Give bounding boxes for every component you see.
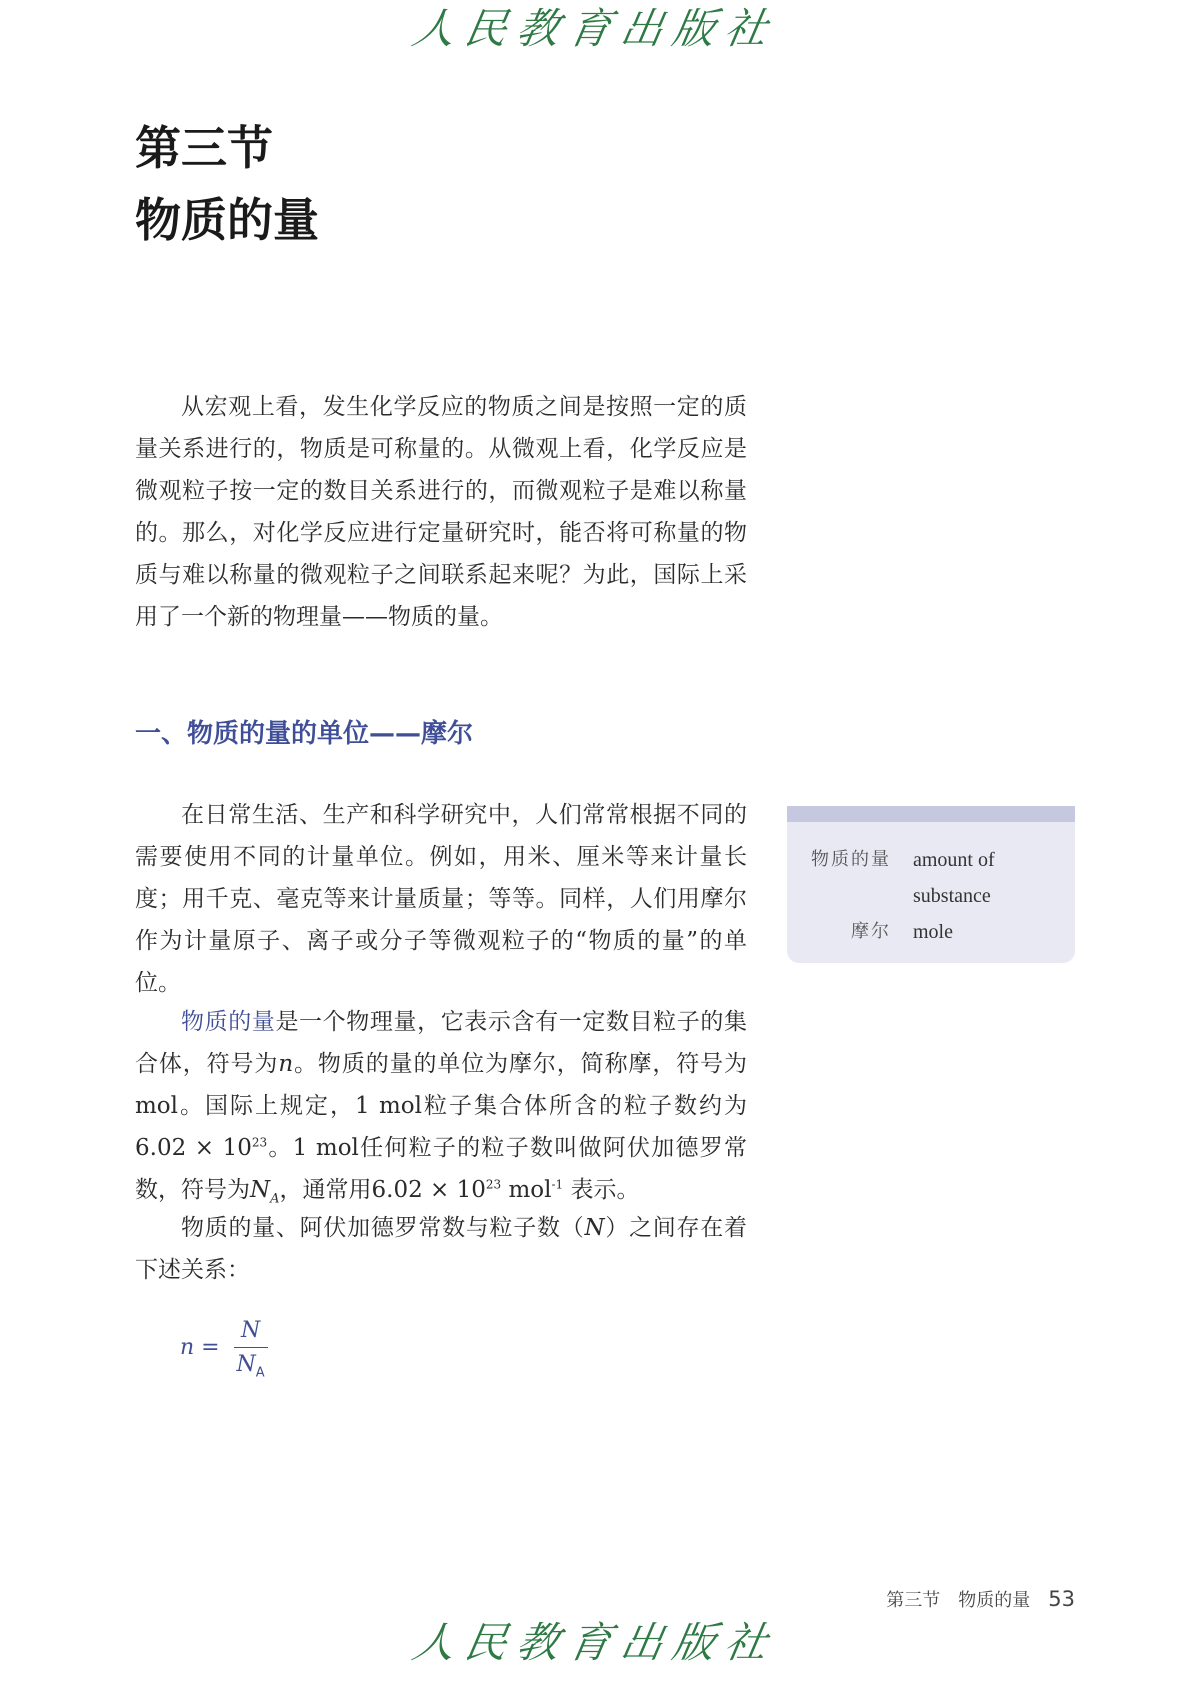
publisher-logo-top: 人民教育出版社 [408,4,782,53]
glossary-row [787,842,1075,878]
publisher-logo-bottom: 人民教育出版社 [408,1618,782,1667]
page-footer [886,1586,1075,1612]
glossary-header-band [787,806,1075,822]
glossary-sidebar [787,806,1075,963]
page-number: 53 [1048,1587,1075,1611]
formula-fraction [234,1318,268,1381]
glossary-term-zh [787,878,891,914]
chapter-number: 第三节 [135,121,273,175]
glossary-row [787,914,1075,950]
symbol-n: n [278,1051,294,1077]
term-amount-of-substance: 物质的量 [181,1009,276,1035]
intro-paragraph: 从宏观上看，发生化学反应的物质之间是按照一定的质量关系进行的，物质是可称量的。从微观上看，化学反应是微观粒子按一定的数目关系进行的，而微观粒子是难以称量的。那么，对化学反应进行定量研究时，能否将可称量的物质与难以称量的微观粒子之间联系起来呢？为此，国际上采用了一个新的物理量——物质的量。 [135,394,747,630]
formula-lhs: n = [180,1335,220,1360]
formula-denominator: $N_A$ [236,1352,265,1381]
paragraph-units: 在日常生活、生产和科学研究中，人们常常根据不同的需要使用不同的计量单位。例如，用米、厘米等来计量长度；用千克、毫克等来计量质量；等等。同样，人们用摩尔作为计量原子、离子或分子等微观粒子的“物质的量”的单位。 [135,802,747,996]
symbol-N: N [584,1215,605,1241]
section-heading: 一、物质的量的单位——摩尔 [135,719,474,749]
glossary-term-en: mole [913,921,953,943]
paragraph-relation: 物质的量、阿伏加德罗常数与粒子数（N）之间存在着下述关系： [135,1215,748,1283]
paragraph-definition: 物质的量是一个物理量，它表示含有一定数目粒子的集合体，符号为n。物质的量的单位为摩尔，简称摩，符号为mol。国际上规定，1 mol粒子集合体所含的粒子数约为$6.02 \times 10^{23}$。1 mol任何粒子的粒子数叫做阿伏加德罗常数，符号为$N_A$，通常用$6.02 \times 10^{23}$ mol$^{-1}$ 表示。 [135,1009,748,1207]
chapter-name: 物质的量 [135,193,319,247]
symbol-NA: $N_A$ [250,1177,280,1207]
glossary-term-en: amount of [913,849,995,871]
glossary-row [787,878,1075,914]
glossary-term-zh: 摩尔 [851,921,891,942]
glossary-term-en: substance [913,885,991,907]
glossary-term-zh: 物质的量 [811,849,891,870]
chapter-title [135,112,319,256]
formula-numerator: N [240,1318,261,1343]
formula-n-equals-N-over-NA [180,1318,268,1381]
footer-section-title: 第三节 物质的量 [886,1590,1031,1611]
